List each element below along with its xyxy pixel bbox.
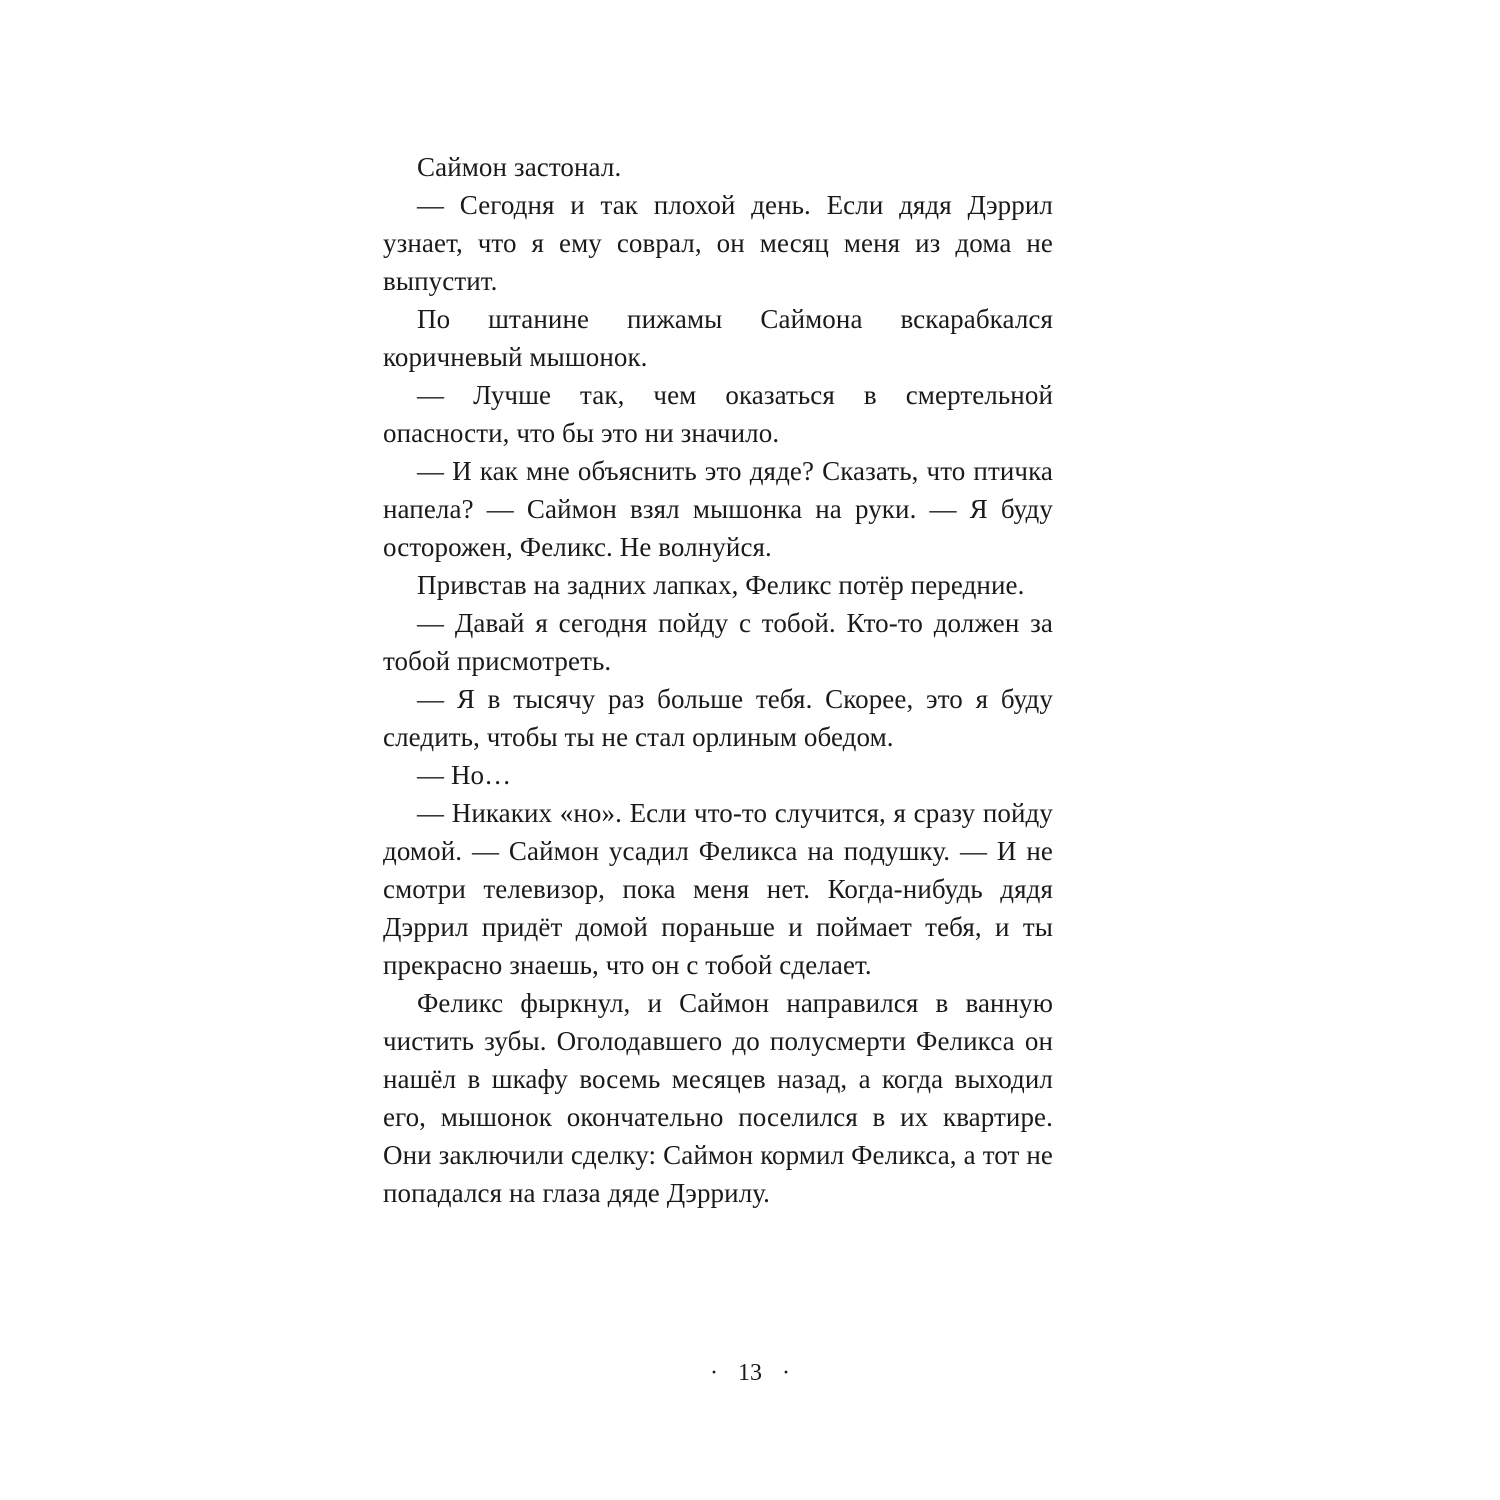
paragraph: — Давай я сегодня пойду с тобой. Кто-то должен за тобой присмотреть.: [383, 608, 1053, 676]
paragraph: — Но…: [417, 760, 512, 790]
paragraph: — Сегодня и так плохой день. Если дядя Дэррил узнает, что я ему соврал, он месяц меня из дома не выпустит.: [383, 190, 1053, 296]
body-text: [383, 148, 1053, 1212]
paragraph: — Я в тысячу раз больше тебя. Скорее, это я буду следить, чтобы ты не стал орлиным обедом.: [383, 684, 1053, 752]
paragraph: Саймон застонал.: [417, 152, 622, 182]
page-footer: [0, 1357, 1500, 1389]
paragraph: — Лучше так, чем оказаться в смертельной опасности, что бы это ни значило.: [383, 380, 1053, 448]
paragraph: Феликс фыркнул, и Саймон направился в ванную чистить зубы. Оголодавшего до полусмерти Феликса он нашёл в шкафу восемь месяцев назад, а когда выходил его, мышонок окончательно поселился в их квартире. Они заключили сделку: Саймон кормил Феликса, а тот не попадался на глаза дяде Дэррилу.: [383, 988, 1053, 1208]
paragraph: По штанине пижамы Саймона вскарабкался коричневый мышонок.: [383, 304, 1053, 372]
paragraph: — И как мне объяснить это дяде? Сказать, что птичка напела? — Саймон взял мышонка на руки. — Я буду осторожен, Феликс. Не волнуйся.: [383, 456, 1053, 562]
paragraph: — Никаких «но». Если что-то случится, я сразу пойду домой. — Саймон усадил Феликса на подушку. — И не смотри телевизор, пока меня нет. Когда-нибудь дядя Дэррил придёт домой пораньше и поймает тебя, и ты прекрасно знаешь, что он с тобой сделает.: [383, 798, 1053, 980]
folio-ornament-right: ·: [782, 1360, 790, 1386]
paragraph: Привстав на задних лапках, Феликс потёр передние.: [417, 570, 1025, 600]
folio-ornament-left: ·: [710, 1360, 718, 1386]
page-number: 13: [738, 1360, 762, 1386]
